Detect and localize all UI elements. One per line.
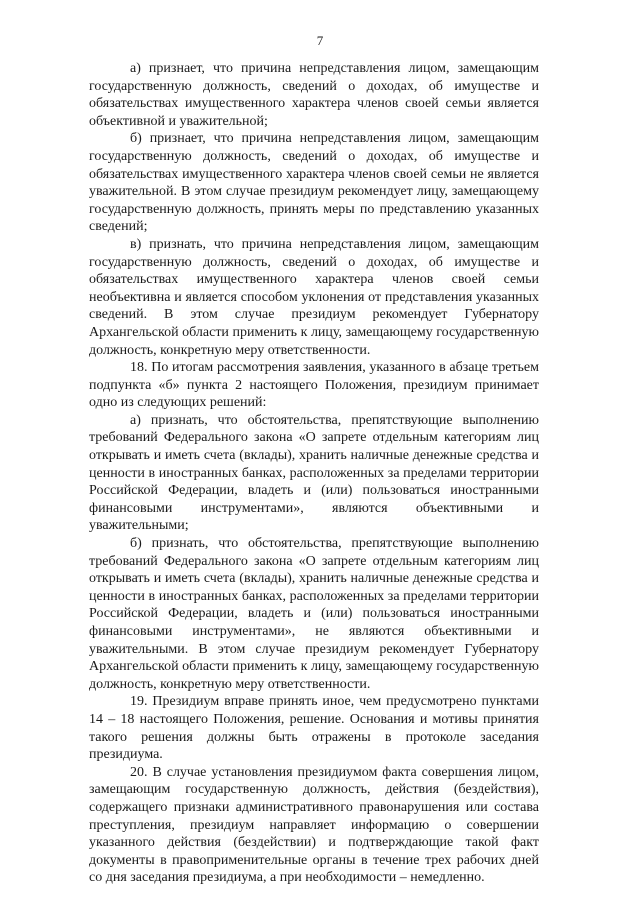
page-number: 7	[316, 33, 324, 48]
paragraph-18a: а) признать, что обстоятельства, препятствующие выполнению требований Федерального закона «О запрете отдельным категориям лиц открывать и иметь счета (вклады), хранить наличные денежные средства и ценности в иностранных банках, расположенных за пределами территории Российской Федерации, владеть и (или) пользоваться иностранными финансовыми инструментами», являются объективными и уважительными;	[89, 412, 539, 534]
paragraph-18b: б) признать, что обстоятельства, препятствующие выполнению требований Федерального закона «О запрете отдельным категориям лиц открывать и иметь счета (вклады), хранить наличные денежные средства и ценности в иностранных банках, расположенных за пределами территории Российской Федерации, владеть и (или) пользоваться иностранными финансовыми инструментами», не являются объективными и уважительными. В этом случае президиум рекомендует Губернатору Архангельской области применить к лицу, замещающему государственную должность, конкретную меру ответственности.	[89, 536, 539, 692]
paragraph-19: 19. Президиум вправе принять иное, чем предусмотрено пунктами 14 – 18 настоящего Положения, решение. Основания и мотивы принятия такого решения должны быть отражены в протоколе заседания президиума.	[89, 694, 539, 763]
paragraph-17a: а) признает, что причина непредставления лицом, замещающим государственную должность, сведений о доходах, об имуществе и обязательствах имущественного характера членов своей семьи является объективной и уважительной;	[89, 61, 539, 129]
paragraph-20: 20. В случае установления президиумом факта совершения лицом, замещающим государственную должность, действия (бездействия), содержащего признаки административного правонарушения или состава преступления, президиум направляет информацию о совершении указанного действия (бездействии) и подтверждающие такой факт документы в правоприменительные органы в течение трех рабочих дней со дня заседания президиума, а при необходимости – немедленно.	[89, 764, 539, 886]
paragraph-17b: б) признает, что причина непредставления лицом, замещающим государственную должность, сведений о доходах, об имуществе и обязательствах имущественного характера членов своей семьи не является уважительной. В этом случае президиум рекомендует лицу, замещающему государственную должность, принять меры по представлению указанных сведений;	[89, 131, 539, 235]
paragraph-17c: в) признать, что причина непредставления лицом, замещающим государственную должность, сведений о доходах, об имуществе и обязательствах имущественного характера членов своей семьи необъективна и является способом уклонения от представления указанных сведений. В этом случае президиум рекомендует Губернатору Архангельской области применить к лицу, замещающему государственную должность, конкретную меру ответственности.	[89, 236, 539, 358]
paragraph-18: 18. По итогам рассмотрения заявления, указанного в абзаце третьем подпункта «б» пункта 2 настоящего Положения, президиум принимает одно из следующих решений:	[89, 360, 539, 411]
document-body	[89, 60, 539, 887]
